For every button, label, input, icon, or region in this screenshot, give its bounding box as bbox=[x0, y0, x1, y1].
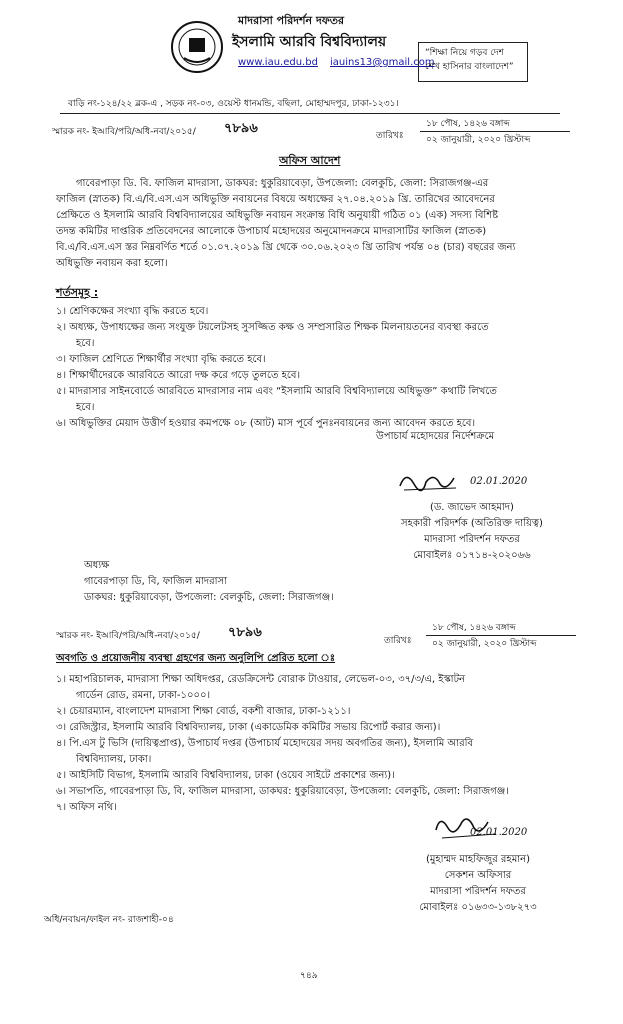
office-order-title: অফিস আদেশ bbox=[279, 154, 341, 167]
body-line: প্রেক্ষিতে ও ইসলামি আরবি বিশ্ববিদ্যালয়ের অধিভুক্তি নবায়ন সংক্রান্ত বিধি অনুযায়ী গঠিত ০১ (এক) সদস্য বিশিষ্ট bbox=[56, 210, 499, 221]
body-line: গাবেরপাড়া ডি. বি. ফাজিল মাদরাসা, ডাকঘর: ধুকুরিয়াবেড়া, উপজেলা: বেলকুচি, জেলা: সিরাজগঞ্জ-এর bbox=[76, 178, 489, 189]
condition-item: ৪। শিক্ষার্থীদেরকে আরবিতে আরো দক্ষ করে গড়ে তুলতে হবে। bbox=[56, 370, 301, 381]
copy-item: ৪। পি.এস টু ভিসি (দায়িত্বপ্রাপ্ত), উপাচার্য দপ্তর (উপাচার্য মহোদয়ের সদয় অবগতির জন্য), ইসলামি আরবি bbox=[56, 738, 474, 749]
date-label: তারিখঃ bbox=[376, 131, 404, 141]
signature-2-date: 02.01.2020 bbox=[470, 827, 528, 838]
signer-1-name: (ড. জাভেদ আহমাদ) bbox=[430, 502, 514, 513]
website-link[interactable]: www.iau.edu.bd bbox=[238, 57, 318, 68]
copy-item: ৬। সভাপতি, গাবেরপাড়া ডি, বি, ফাজিল মাদরাসা, ডাকঘর: ধুকুরিয়াবেড়া, উপজেলা: বেলকুচি, জেলা: সিরাজগঞ্জ। bbox=[56, 786, 509, 797]
copy-item: ১। মহাপরিচালক, মাদরাসা শিক্ষা অধিদপ্তর, রেডক্রিসেন্ট বোরাক টাওয়ার, লেভেল-০৩, ৩৭/৩/এ, ইস্কাটন bbox=[56, 674, 466, 685]
condition-item: ৬। অধিভুক্তির মেয়াদ উত্তীর্ণ হওয়ার কমপক্ষে ০৮ (আট) মাস পূর্বে পুনঃনবায়নের জন্য আবেদন করতে হবে। bbox=[56, 418, 476, 429]
signature-1 bbox=[396, 464, 476, 500]
signer-2-office: মাদরাসা পরিদর্শন দফতর bbox=[430, 886, 526, 897]
recipient-block bbox=[84, 558, 334, 606]
copy-item: ৩। রেজিস্ট্রার, ইসলামি আরবি বিশ্ববিদ্যালয়, ঢাকা (একাডেমিক কমিটির সভায় রিপোর্ট করার জন্য)। bbox=[56, 722, 441, 733]
office-name: মাদরাসা পরিদর্শন দফতর bbox=[238, 14, 345, 27]
copy-title: অবগতি ও প্রয়োজনীয় ব্যবস্থা গ্রহণের জন্য অনুলিপি প্রেরিত হলো ঃ bbox=[56, 653, 336, 664]
memo-ref: স্মারক নং- ইআবি/পরি/অধি-নবা/২০১৫/ bbox=[52, 127, 196, 137]
condition-item: ৩। ফাজিল শ্রেণিতে শিক্ষার্থীর সংখ্যা বৃদ্ধি করতে হবে। bbox=[56, 354, 266, 365]
copy-item: গার্ডেন রোড, রমনা, ঢাকা-১০০০। bbox=[76, 690, 211, 701]
file-number: অধি/নবায়ন/ফাইল নং- রাজশাহী-০৪ bbox=[44, 915, 174, 925]
slogan-box bbox=[418, 42, 528, 82]
header-rule bbox=[60, 113, 560, 114]
body-line: ফাজিল (স্নাতক) বি.এ/বি.এস.এস অধিভুক্তি নবায়নের বিষয়ে অধ্যক্ষের ২৭.০৪.২০১৯ খ্রি. তারিখের আবেদনের bbox=[56, 194, 495, 205]
date-bangla: ১৮ পৌষ, ১৪২৬ বঙ্গাব্দ bbox=[426, 119, 510, 129]
university-name: ইসলামি আরবি বিশ্ববিদ্যালয় bbox=[232, 34, 387, 50]
body-line: বি.এ/বি.এস.এস স্তর নিম্নবর্ণিত শর্তে ০১.০৭.২০১৯ খ্রি থেকে ৩০.০৬.২০২৩ খ্রি তারিখ পর্যন্ত ০৪ (চার) বছরের জন্য bbox=[56, 242, 516, 253]
date-label-copy: তারিখঃ bbox=[384, 636, 412, 646]
signer-1-designation: সহকারী পরিদর্শক (অতিরিক্ত দায়িত্ব) bbox=[401, 518, 543, 529]
body-line: অধিভুক্তি নবায়ন করা হলো। bbox=[56, 258, 168, 269]
copy-item: ৫। আইসিটি বিভাগ, ইসলামি আরবি বিশ্ববিদ্যালয়, ঢাকা (ওয়েব সাইটে প্রকাশের জন্য)। bbox=[56, 770, 395, 781]
signer-2-name: (মুহাম্মদ মাহফিজুর রহমান) bbox=[425, 854, 531, 865]
page-mark: ৭৪৯ bbox=[300, 971, 318, 981]
condition-item: হবে। bbox=[76, 338, 95, 349]
copy-item: বিশ্ববিদ্যালয়, ঢাকা। bbox=[76, 754, 152, 765]
order-body bbox=[56, 176, 576, 272]
memo-ref-copy-handwritten: ৭৮৯৬ bbox=[228, 625, 262, 640]
slogan-line-1: “শিক্ষা নিয়ে গড়ব দেশ bbox=[425, 48, 504, 58]
signer-2-block bbox=[380, 852, 576, 916]
signer-1-block bbox=[372, 500, 572, 564]
date-english: ০২ জানুয়ারী, ২০২০ খ্রিস্টাব্দ bbox=[426, 135, 531, 145]
directive-text: উপাচার্য মহোদয়ের নির্দেশক্রমে bbox=[376, 431, 495, 442]
date-divider bbox=[420, 131, 570, 132]
condition-item: ১। শ্রেণিকক্ষের সংখ্যা বৃদ্ধি করতে হবে। bbox=[56, 306, 209, 317]
condition-item: হবে। bbox=[76, 402, 95, 413]
signature-1-date: 02.01.2020 bbox=[470, 476, 528, 487]
signer-2-mobile: মোবাইলঃ ০১৬৩৩-১৩৮২৭৩ bbox=[419, 902, 537, 913]
condition-item: ২। অধ্যক্ষ, উপাধ্যক্ষের জন্য সংযুক্ত টয়লেটসহ সুসজ্জিত কক্ষ ও সম্প্রসারিত শিক্ষক মিলনায়তনের ব্যবস্থা করতে bbox=[56, 322, 489, 333]
header-address: বাড়ি নং-১২৪/২২ ব্লক-এ , সড়ক নং-০৩, ওয়েস্ট ধানমন্ডি, বছিলা, মোহাম্মদপুর, ঢাকা-১২৩১। bbox=[68, 99, 399, 109]
signer-2-designation: সেকশন অফিসার bbox=[444, 870, 512, 881]
memo-ref-handwritten: ৭৮৯৬ bbox=[224, 121, 258, 136]
recipient-line-2: ডাকঘর: ধুকুরিয়াবেড়া, উপজেলা: বেলকুচি, জেলা: সিরাজগঞ্জ। bbox=[84, 592, 334, 603]
signer-1-mobile: মোবাইলঃ ০১৭১৪-২০২০৬৬ bbox=[413, 550, 531, 561]
copy-item: ৭। অফিস নথি। bbox=[56, 802, 117, 813]
copy-list bbox=[56, 672, 576, 816]
signer-1-office: মাদরাসা পরিদর্শন দফতর bbox=[424, 534, 520, 545]
condition-item: ৫। মাদরাসার সাইনবোর্ডে আরবিতে মাদরাসার নাম এবং “ইসলামি আরবি বিশ্ববিদ্যালয়ে অধিভুক্ত” কথাটি লিখতে bbox=[56, 386, 497, 397]
conditions-list bbox=[56, 304, 576, 432]
recipient-title: অধ্যক্ষ bbox=[84, 560, 110, 571]
email-link[interactable]: iauins13@gmail.com bbox=[330, 57, 435, 68]
slogan-line-2: শেখ হাসিনার বাংলাদেশ” bbox=[425, 62, 514, 72]
date-divider-copy bbox=[426, 635, 576, 636]
memo-ref-copy: স্মারক নং- ইআবি/পরি/অধি-নবা/২০১৫/ bbox=[56, 631, 200, 641]
body-line: তদন্ত কমিটির দাপ্তরিক প্রতিবেদনের আলোকে উপাচার্য মহোদয়ের অনুমোদনক্রমে মাদরাসাটির ফাজিল (স্নাতক) bbox=[56, 226, 487, 237]
copy-item: ২। চেয়ারম্যান, বাংলাদেশ মাদরাসা শিক্ষা বোর্ড, বকশী বাজার, ঢাকা-১২১১। bbox=[56, 706, 351, 717]
conditions-title: শর্তসমূহ : bbox=[56, 286, 99, 299]
date-english-copy: ০২ জানুয়ারী, ২০২০ খ্রিস্টাব্দ bbox=[432, 639, 537, 649]
university-logo bbox=[170, 20, 224, 74]
recipient-line-1: গাবেরপাড়া ডি, বি, ফাজিল মাদরাসা bbox=[84, 576, 228, 587]
date-bangla-copy: ১৮ পৌষ, ১৪২৬ বঙ্গাব্দ bbox=[432, 623, 516, 633]
